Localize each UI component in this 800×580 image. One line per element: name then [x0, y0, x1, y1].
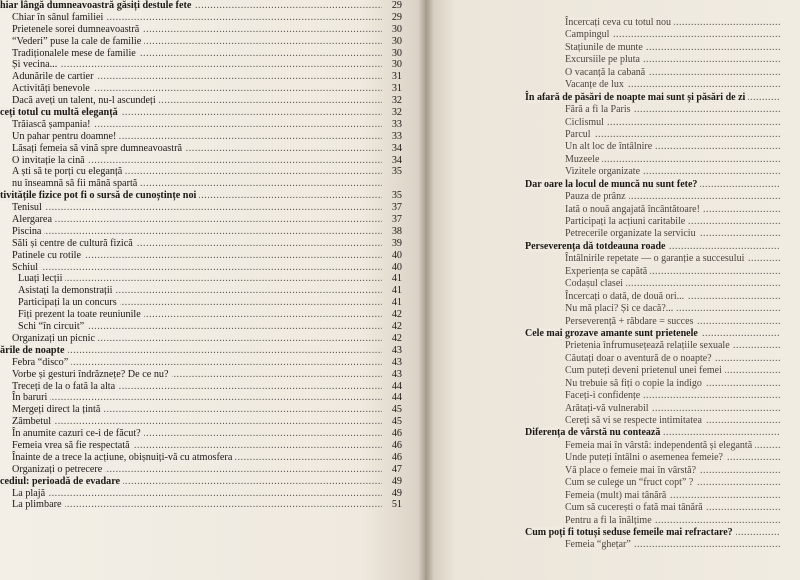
toc-entry-title: Dacă aveți un talent, nu-l ascundeți	[12, 95, 159, 106]
toc-entry-title: Mergeți direct la țintă	[12, 404, 103, 415]
toc-entry-title: Nu trebuie să fiți o copie la indigo	[565, 378, 705, 389]
toc-entry	[525, 253, 800, 265]
toc-entry-title: Ciclismul	[565, 117, 607, 128]
toc-entry	[0, 71, 402, 83]
toc-entry	[525, 515, 800, 527]
toc-entry-title: Febra “disco”	[12, 357, 71, 368]
toc-entry-title: Înainte de a trece la acțiune, obișnuiți-vă cu atmosfera	[12, 452, 235, 463]
toc-page-number: 41	[391, 297, 402, 309]
toc-entry-title: Încercați ceva cu totul nou	[565, 17, 674, 28]
toc-entry	[525, 415, 800, 427]
toc-page-number: 51	[391, 499, 402, 511]
toc-entry-title: În anumite cazuri ce-i de făcut?	[12, 428, 144, 439]
toc-entry-title: Stațiunile de munte	[565, 42, 646, 53]
toc-entry	[0, 333, 402, 345]
toc-entry	[525, 228, 800, 240]
toc-entry	[525, 316, 800, 328]
toc-entry	[0, 59, 402, 71]
toc-entry	[0, 392, 402, 404]
toc-page-number: 40	[391, 249, 402, 261]
toc-entry-title: Un pahar pentru doamne!	[12, 131, 119, 142]
toc-entry-title: Vacanțe de lux	[565, 79, 627, 90]
toc-entry	[525, 490, 800, 502]
toc-entry	[0, 369, 402, 381]
toc-entry-title: Diferența de vârstă nu contează	[525, 427, 663, 438]
toc-entry-title: Perseverență + răbdare = succes	[565, 316, 696, 327]
toc-entry	[0, 178, 402, 190]
toc-page-number: 45	[391, 404, 402, 416]
toc-page-number: 29	[391, 11, 402, 23]
toc-entry-title: Patinele cu rotile	[12, 250, 84, 261]
toc-section-heading	[0, 476, 402, 488]
toc-entry-title: Campingul	[565, 29, 612, 40]
toc-entry	[525, 204, 800, 216]
toc-entry-title: Femeia mai în vârstă: independentă și elegantă	[565, 440, 755, 451]
toc-entry-title: Schiul	[12, 262, 41, 273]
toc-entry	[525, 17, 800, 29]
toc-entry-title: Tenisul	[12, 202, 45, 213]
dot-leader	[12, 59, 382, 71]
dot-leader	[12, 416, 382, 428]
toc-entry-title: Nu mă placi? Și ce dacă?...	[565, 303, 676, 314]
toc-entry-title: Pauza de prânz	[565, 191, 629, 202]
toc-entry-title: Tradiționalele mese de familie	[12, 48, 139, 59]
toc-entry	[0, 273, 402, 285]
toc-entry	[525, 477, 800, 489]
toc-entry-title: La plimbare	[12, 499, 65, 510]
toc-entry	[525, 104, 800, 116]
toc-entry	[0, 416, 402, 428]
toc-page-number: 46	[391, 439, 402, 451]
toc-section-heading	[0, 0, 402, 12]
toc-entry-title: Arătați-vă vulnerabil	[565, 403, 652, 414]
toc-entry-title: În afară de păsări de noapte mai sunt și păsări de zi	[525, 92, 748, 103]
toc-page-number: 49	[391, 487, 402, 499]
toc-page-number: 33	[391, 130, 402, 142]
toc-page-number: 31	[391, 83, 402, 95]
toc-entry-title: Participați la acțiuni caritabile	[565, 216, 688, 227]
toc-entry-title: Asistați la demonstrații	[18, 285, 116, 296]
toc-entry-title: ările de noapte	[0, 345, 68, 356]
toc-entry	[525, 278, 800, 290]
toc-entry-title: Cum să cucerești o fată mai tânără	[565, 502, 706, 513]
toc-entry	[0, 238, 402, 250]
toc-entry-title: tivitățile fizice pot fi o sursă de cunoștințe noi	[0, 190, 199, 201]
toc-entry-title: Săli și centre de cultură fizică	[12, 238, 136, 249]
toc-entry	[0, 357, 402, 369]
toc-entry	[525, 129, 800, 141]
toc-page-number: 49	[391, 475, 402, 487]
toc-entry-title: Excursiile pe pluta	[565, 54, 643, 65]
toc-entry	[0, 226, 402, 238]
dot-leader	[18, 273, 382, 285]
toc-entry	[0, 119, 402, 131]
toc-entry	[525, 29, 800, 41]
toc-page-number: 30	[391, 47, 402, 59]
toc-entry-title: Prietenia înfrumusețează relațiile sexuale	[565, 340, 733, 351]
toc-entry-title: Pentru a fi la înălțime	[565, 515, 655, 526]
toc-entry-title: În baruri	[12, 392, 50, 403]
toc-entry-title: Întâlnirile repetate — o garanție a succesului	[565, 253, 747, 264]
dot-leader	[12, 499, 382, 511]
toc-page-number: 42	[391, 332, 402, 344]
toc-entry	[0, 321, 402, 333]
toc-section-heading	[525, 241, 800, 253]
toc-section-heading	[525, 328, 800, 340]
toc-page-number: 44	[391, 380, 402, 392]
toc-entry-title: Chiar în sânul familiei	[12, 12, 106, 23]
toc-page-number: 31	[391, 71, 402, 83]
toc-entry-title: Activități benevole	[12, 83, 93, 94]
toc-entry-title: La plajă	[12, 488, 48, 499]
toc-page-number: 35	[391, 190, 402, 202]
toc-entry	[525, 539, 800, 551]
toc-entry	[525, 216, 800, 228]
toc-page-number: 38	[391, 225, 402, 237]
toc-entry-title: Muzeele	[565, 154, 602, 165]
toc-entry-title: Schi “în circuit”	[18, 321, 87, 332]
toc-entry	[0, 202, 402, 214]
toc-page-number: 34	[391, 142, 402, 154]
toc-entry-title: Vă place o femeie mai în vârstă?	[565, 465, 699, 476]
toc-entry	[0, 297, 402, 309]
dot-leader	[12, 262, 382, 274]
toc-entry	[0, 499, 402, 511]
toc-entry-title: Dar oare la locul de muncă nu sunt fete?	[525, 179, 700, 190]
toc-entry	[0, 381, 402, 393]
toc-entry	[525, 390, 800, 402]
toc-entry-title: Unde puteți întâlni o asemenea femeie?	[565, 452, 726, 463]
dot-leader	[12, 392, 382, 404]
toc-entry-title: A ști să te porți cu eleganță	[12, 166, 125, 177]
toc-entry-title: Participați la un concurs	[18, 297, 120, 308]
book-gutter	[418, 0, 434, 580]
toc-page-number: 46	[391, 428, 402, 440]
toc-page-number: 41	[391, 285, 402, 297]
toc-entry-title: nu înseamnă să fii mână spartă	[12, 178, 140, 189]
toc-entry	[0, 155, 402, 167]
toc-entry-title: Perseverența dă totdeauna roade	[525, 241, 668, 252]
toc-page-number: 46	[391, 451, 402, 463]
toc-entry	[525, 266, 800, 278]
toc-entry	[0, 95, 402, 107]
toc-entry-title: Fiți prezent la toate reuniunile	[18, 309, 144, 320]
toc-entry	[0, 36, 402, 48]
toc-entry	[0, 143, 402, 155]
toc-page-number: 40	[391, 261, 402, 273]
toc-page-number: 35	[391, 166, 402, 178]
toc-entry-title: Trăiască șampania!	[12, 119, 94, 130]
right-page	[425, 0, 800, 580]
toc-page-number: 42	[391, 321, 402, 333]
toc-entry	[525, 452, 800, 464]
toc-entry	[525, 291, 800, 303]
toc-entry	[525, 117, 800, 129]
toc-entry-title: Cele mai grozave amante sunt prietenele	[525, 328, 701, 339]
toc-entry	[525, 166, 800, 178]
toc-entry	[525, 141, 800, 153]
toc-section-heading	[525, 92, 800, 104]
toc-entry-title: Piscina	[12, 226, 44, 237]
toc-entry	[525, 154, 800, 166]
toc-entry	[525, 54, 800, 66]
toc-page-number: 44	[391, 392, 402, 404]
toc-entry-title: ceți totul cu multă eleganță	[0, 107, 121, 118]
toc-entry	[0, 440, 402, 452]
toc-entry-title: Femeia (mult) mai tânără	[565, 490, 669, 501]
toc-entry-title: Luați lecții	[18, 273, 65, 284]
toc-entry	[0, 285, 402, 297]
toc-entry	[525, 365, 800, 377]
dot-leader	[565, 129, 780, 141]
toc-entry	[525, 465, 800, 477]
toc-entry-title: Cum puteți deveni prietenul unei femei	[565, 365, 725, 376]
toc-entry	[0, 452, 402, 464]
toc-section-heading	[525, 179, 800, 191]
toc-entry-title: Și vecina...	[12, 59, 60, 70]
toc-entry-title: Organizați un picnic	[12, 333, 98, 344]
toc-page-number: 43	[391, 368, 402, 380]
dot-leader	[12, 226, 382, 238]
toc-entry-title: hiar lângă dumneavoastră găsiți destule fete	[0, 0, 194, 11]
toc-entry-title: Petrecerile organizate la serviciu	[565, 228, 699, 239]
toc-entry	[0, 262, 402, 274]
toc-entry	[0, 24, 402, 36]
toc-entry-title: Căutați doar o aventură de o noapte?	[565, 353, 715, 364]
toc-entry-title: Zâmbetul	[12, 416, 54, 427]
toc-entry-title: Adunările de cartier	[12, 71, 96, 82]
toc-entry-title: Vorbe și gesturi îndrăznețe? De ce nu?	[12, 369, 172, 380]
toc-page-number: 45	[391, 416, 402, 428]
toc-entry-title: “Vederi” puse la cale de familie	[12, 36, 144, 47]
toc-entry	[525, 353, 800, 365]
toc-page-number: 32	[391, 107, 402, 119]
toc-entry	[0, 83, 402, 95]
toc-entry	[0, 464, 402, 476]
dot-leader	[12, 202, 382, 214]
toc-entry-title: Faceți-i confidențe	[565, 390, 643, 401]
toc-page-number: 34	[391, 154, 402, 166]
toc-entry-title: Cereți să vi se respecte intimitatea	[565, 415, 705, 426]
toc-entry	[525, 502, 800, 514]
toc-entry-title: Treceți de la o fată la alta	[12, 381, 118, 392]
toc-entry-title: cediul: perioadă de evadare	[0, 476, 123, 487]
dot-leader	[12, 488, 382, 500]
toc-entry-title: Parcul	[565, 129, 594, 140]
toc-page-number: 47	[391, 463, 402, 475]
toc-entry	[0, 309, 402, 321]
toc-entry	[525, 303, 800, 315]
toc-page-number: 29	[391, 0, 402, 11]
toc-entry-title: Fără a fi la Paris	[565, 104, 634, 115]
toc-entry-title: Codașul clasei	[565, 278, 626, 289]
toc-page-number: 37	[391, 202, 402, 214]
toc-entry	[0, 12, 402, 24]
toc-page-number: 32	[391, 95, 402, 107]
toc-entry-title: Cum se culege un “fruct copt” ?	[565, 477, 696, 488]
toc-entry-title: Iată o nouă angajată încântătoare!	[565, 204, 703, 215]
toc-page-number: 39	[391, 237, 402, 249]
toc-page-number: 42	[391, 309, 402, 321]
toc-entry-title: Femeia “ghețar”	[565, 539, 634, 550]
dot-leader	[12, 214, 382, 226]
toc-list-right	[525, 17, 800, 552]
toc-section-heading	[0, 107, 402, 119]
toc-entry-title: Vizitele organizate	[565, 166, 643, 177]
toc-entry-title: Încercați o dată, de două ori...	[565, 291, 687, 302]
toc-entry	[525, 440, 800, 452]
toc-entry	[525, 79, 800, 91]
toc-entry	[525, 191, 800, 203]
toc-entry	[0, 404, 402, 416]
toc-page-number: 33	[391, 118, 402, 130]
toc-entry-title: O vacanță la cabană	[565, 67, 648, 78]
toc-entry-title: Alergarea	[12, 214, 55, 225]
toc-entry	[525, 42, 800, 54]
toc-entry-title: Un alt loc de întâlnire	[565, 141, 655, 152]
toc-entry	[0, 488, 402, 500]
toc-page-number: 30	[391, 35, 402, 47]
toc-page-number: 37	[391, 214, 402, 226]
toc-section-heading	[0, 190, 402, 202]
toc-entry-title: Lăsați femeia să vină spre dumneavoastră	[12, 143, 185, 154]
toc-entry-title: Prietenele sorei dumneavoastră	[12, 24, 142, 35]
toc-entry-title: Experiența se capătă	[565, 266, 650, 277]
toc-page-number: 41	[391, 273, 402, 285]
toc-page-number: 30	[391, 23, 402, 35]
toc-entry-title: O invitație la cină	[12, 155, 88, 166]
toc-entry	[0, 166, 402, 178]
toc-section-heading	[525, 527, 800, 539]
toc-page-number: 43	[391, 344, 402, 356]
toc-entry	[0, 428, 402, 440]
toc-entry	[0, 48, 402, 60]
toc-list-left	[0, 0, 402, 511]
toc-entry-title: Femeia vrea să fie respectată	[12, 440, 133, 451]
toc-section-heading	[0, 345, 402, 357]
toc-entry-title: Cum poți fi totuși seduse femeile mai refractare?	[525, 527, 736, 538]
toc-entry	[0, 250, 402, 262]
toc-entry	[525, 340, 800, 352]
toc-entry	[0, 214, 402, 226]
toc-entry	[0, 131, 402, 143]
toc-entry	[525, 67, 800, 79]
toc-entry	[525, 378, 800, 390]
toc-entry-title: Organizați o petrecere	[12, 464, 105, 475]
toc-page-number: 43	[391, 356, 402, 368]
toc-section-heading	[525, 427, 800, 439]
toc-page-number: 30	[391, 59, 402, 71]
toc-entry	[525, 403, 800, 415]
